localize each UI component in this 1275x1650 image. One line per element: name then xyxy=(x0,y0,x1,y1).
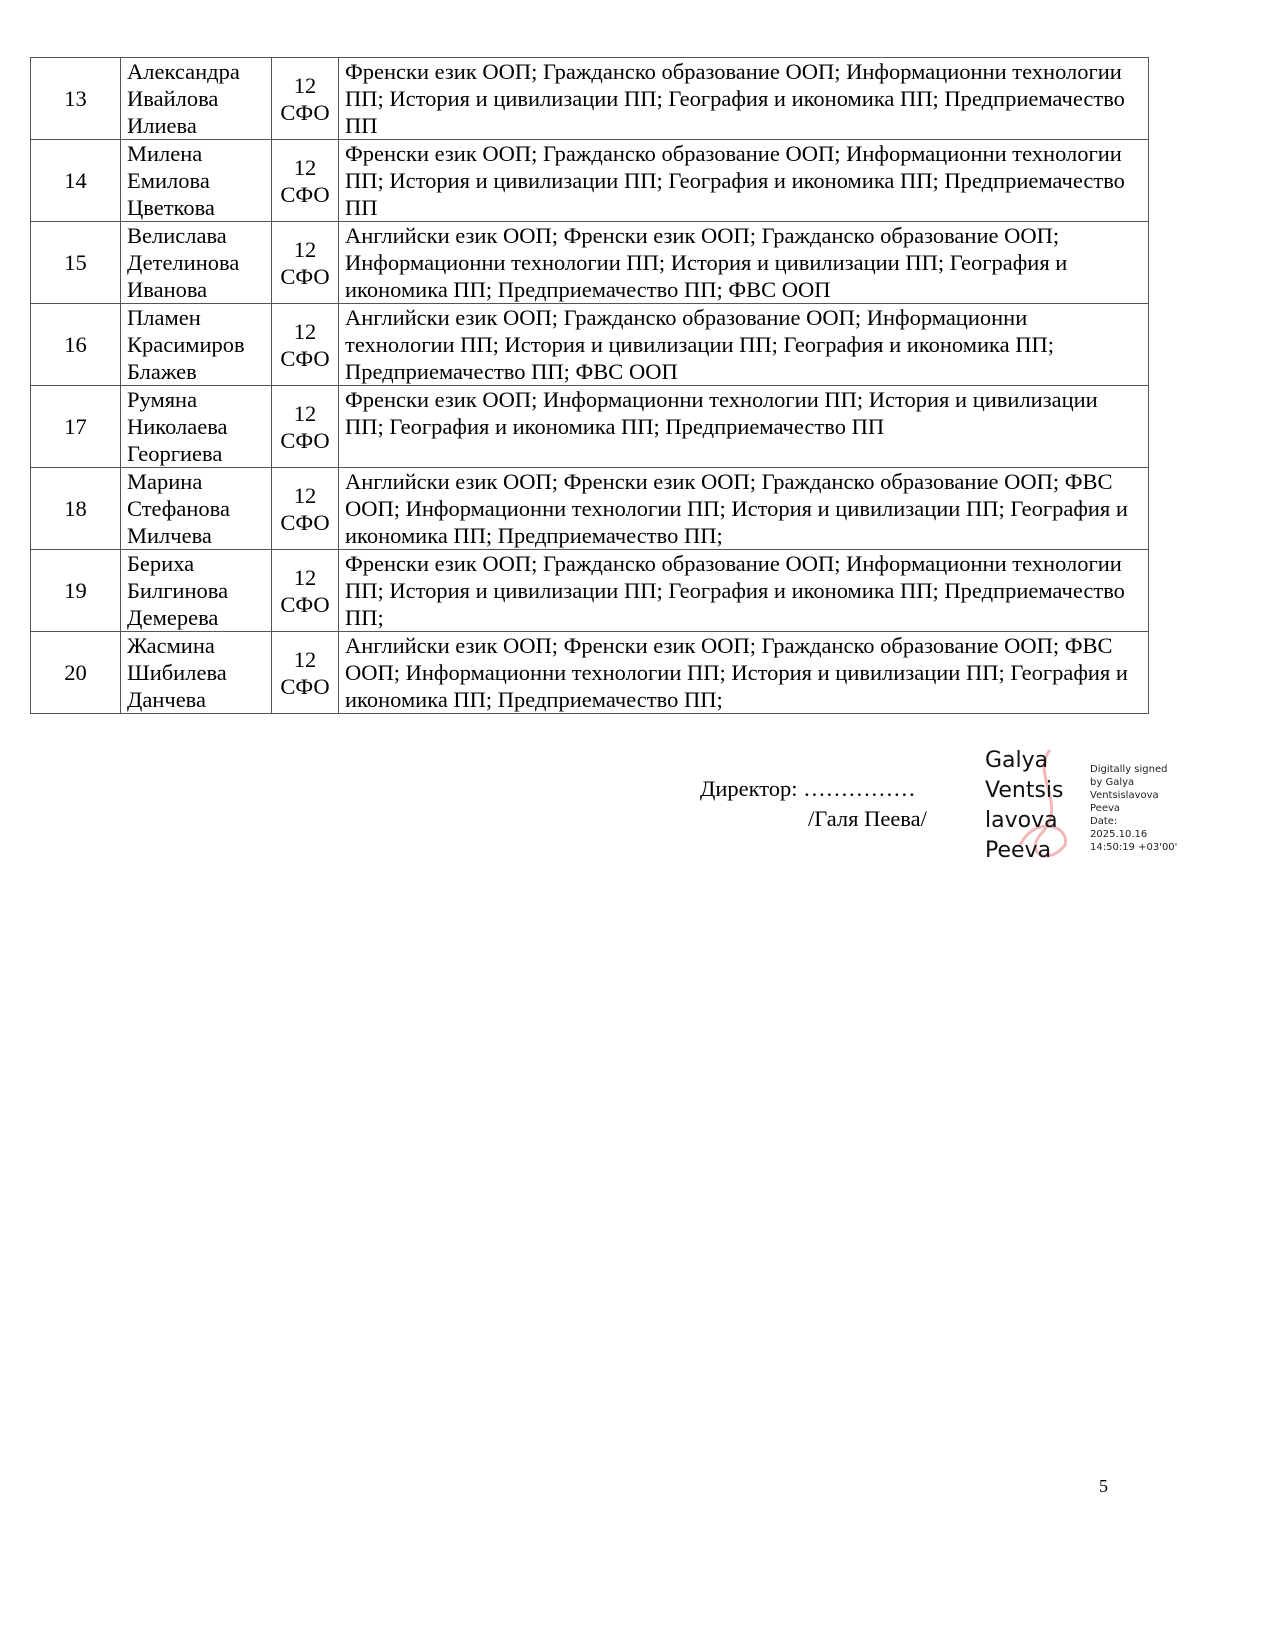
student-name xyxy=(121,222,272,304)
student-name xyxy=(121,140,272,222)
name-part: Красимиров xyxy=(127,332,245,357)
student-class xyxy=(272,550,339,632)
signature-line: lavova xyxy=(985,808,1058,833)
name-part: Милчева xyxy=(127,523,212,548)
class-part: СФО xyxy=(280,181,330,207)
page-number: 5 xyxy=(1099,1476,1108,1496)
class-part: СФО xyxy=(280,99,330,125)
class-part: СФО xyxy=(280,427,330,453)
student-name xyxy=(121,468,272,550)
class-part: 12 xyxy=(293,318,317,344)
class-part: 12 xyxy=(293,482,317,508)
student-name xyxy=(121,304,272,386)
name-part: Велислава xyxy=(127,223,227,248)
name-part: Детелинова xyxy=(127,250,240,275)
class-part: СФО xyxy=(280,345,330,371)
student-class xyxy=(272,58,339,140)
class-part: 12 xyxy=(293,72,317,98)
class-part: 12 xyxy=(293,154,317,180)
signature-line: Date: xyxy=(1090,816,1118,827)
subjects: Френски език ООП; Информационни технологии ПП; История и цивилизации ПП; География и икономика ПП; Предприемачество ПП xyxy=(339,386,1149,468)
name-part: Стефанова xyxy=(127,496,230,521)
name-part: Румяна xyxy=(127,387,198,412)
name-part: Шибилева xyxy=(127,660,227,685)
row-number: 17 xyxy=(31,386,121,468)
signature-line: Galya xyxy=(985,748,1049,773)
row-number: 18 xyxy=(31,468,121,550)
row-number: 14 xyxy=(31,140,121,222)
subjects: Английски език ООП; Гражданско образование ООП; Информационни технологии ПП; История и цивилизации ПП; География и икономика ПП; Предприемачество ПП; ФВС ООП xyxy=(339,304,1149,386)
name-part: Емилова xyxy=(127,168,210,193)
name-part: Данчева xyxy=(127,687,206,712)
signature-line: Digitally signed xyxy=(1090,764,1168,775)
signature-line: Peeva xyxy=(985,838,1052,863)
name-part: Жасмина xyxy=(127,633,215,658)
class-part: СФО xyxy=(280,591,330,617)
class-part: СФО xyxy=(280,673,330,699)
student-class xyxy=(272,140,339,222)
digital-signature-name xyxy=(985,746,1063,866)
table-row xyxy=(31,386,1149,468)
name-part: Марина xyxy=(127,469,203,494)
table-row xyxy=(31,550,1149,632)
digital-signature-info xyxy=(1090,763,1177,854)
student-class xyxy=(272,468,339,550)
director-name: /Галя Пеева/ xyxy=(808,806,927,831)
name-part: Илиева xyxy=(127,113,197,138)
name-part: Милена xyxy=(127,141,203,166)
name-part: Александра xyxy=(127,59,240,84)
name-part: Цветкова xyxy=(127,195,215,220)
table-row xyxy=(31,632,1149,714)
subjects: Английски език ООП; Френски език ООП; Гражданско образование ООП; ФВС ООП; Информационни технологии ПП; История и цивилизации ПП; География и икономика ПП; Предприемачество ПП; xyxy=(339,632,1149,714)
name-part: Блажев xyxy=(127,359,197,384)
class-part: 12 xyxy=(293,400,317,426)
table-row xyxy=(31,468,1149,550)
student-name xyxy=(121,632,272,714)
table-row xyxy=(31,58,1149,140)
name-part: Иванова xyxy=(127,277,208,302)
signature-line: 14:50:19 +03'00' xyxy=(1090,842,1178,853)
name-part: Бериха xyxy=(127,551,195,576)
student-name xyxy=(121,58,272,140)
class-part: 12 xyxy=(293,236,317,262)
class-part: 12 xyxy=(293,564,317,590)
subjects: Английски език ООП; Френски език ООП; Гражданско образование ООП; Информационни технологии ПП; История и цивилизации ПП; География и икономика ПП; Предприемачество ПП; ФВС ООП xyxy=(339,222,1149,304)
table-row xyxy=(31,140,1149,222)
table-row xyxy=(31,222,1149,304)
table-row xyxy=(31,304,1149,386)
student-class xyxy=(272,386,339,468)
student-class xyxy=(272,632,339,714)
name-part: Демерева xyxy=(127,605,219,630)
subjects: Френски език ООП; Гражданско образование ООП; Информационни технологии ПП; История и цивилизации ПП; География и икономика ПП; Предприемачество ПП; xyxy=(339,550,1149,632)
name-part: Николаева xyxy=(127,414,228,439)
student-name xyxy=(121,550,272,632)
row-number: 13 xyxy=(31,58,121,140)
signature-line: Ventsislavova xyxy=(1090,790,1159,801)
signature-line: 2025.10.16 xyxy=(1090,829,1148,840)
name-part: Ивайлова xyxy=(127,86,219,111)
name-part: Билгинова xyxy=(127,578,229,603)
student-class xyxy=(272,222,339,304)
row-number: 15 xyxy=(31,222,121,304)
signature-line: Ventsis xyxy=(985,778,1064,803)
class-part: СФО xyxy=(280,509,330,535)
director-label: Директор: …………… xyxy=(700,776,916,801)
signature-line: Peeva xyxy=(1090,803,1121,814)
name-part: Пламен xyxy=(127,305,201,330)
class-part: СФО xyxy=(280,263,330,289)
row-number: 16 xyxy=(31,304,121,386)
class-part: 12 xyxy=(293,646,317,672)
student-class xyxy=(272,304,339,386)
subjects: Френски език ООП; Гражданско образование ООП; Информационни технологии ПП; История и цивилизации ПП; География и икономика ПП; Предприемачество ПП xyxy=(339,140,1149,222)
student-name xyxy=(121,386,272,468)
row-number: 19 xyxy=(31,550,121,632)
signature-line: by Galya xyxy=(1090,777,1135,788)
students-table xyxy=(30,57,1149,714)
name-part: Георгиева xyxy=(127,441,223,466)
subjects: Английски език ООП; Френски език ООП; Гражданско образование ООП; ФВС ООП; Информационни технологии ПП; История и цивилизации ПП; География и икономика ПП; Предприемачество ПП; xyxy=(339,468,1149,550)
subjects: Френски език ООП; Гражданско образование ООП; Информационни технологии ПП; История и цивилизации ПП; География и икономика ПП; Предприемачество ПП xyxy=(339,58,1149,140)
row-number: 20 xyxy=(31,632,121,714)
